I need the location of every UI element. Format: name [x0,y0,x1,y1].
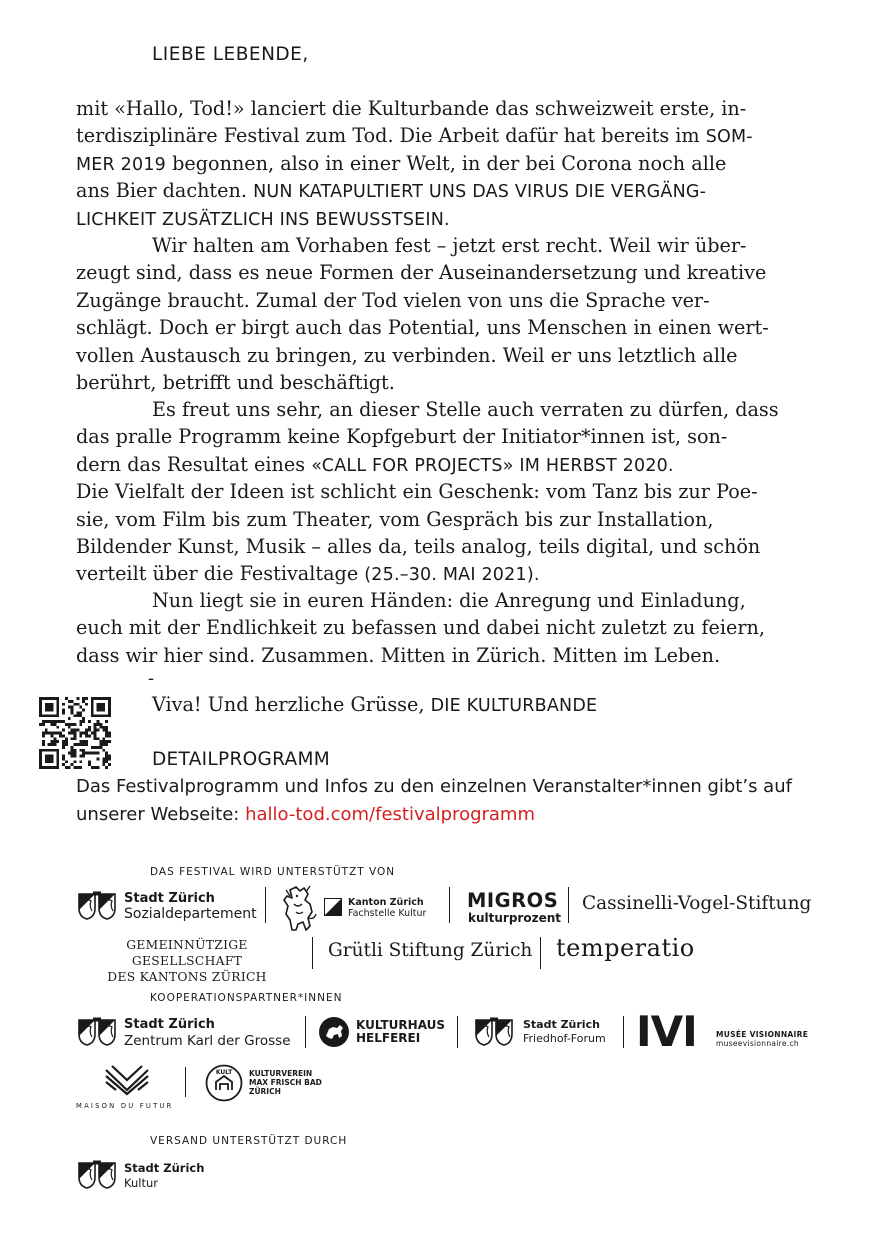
detail-text [76,773,816,829]
letter-text: verteilt über die Festivaltage [76,562,365,586]
letter-text: Es freut uns sehr, an dieser Stelle auch verraten zu dürfen, dass [152,398,779,421]
ivi-logo: IVI [636,1007,697,1056]
letter-line [76,396,806,423]
logo-friedhof-forum [473,1017,623,1051]
signoff [152,693,597,716]
letter-line [76,451,806,478]
kulturhaus-label: KULTURHAUS [356,1018,446,1032]
kanton-zuerich-flag-icon [324,898,342,916]
letter-line [76,478,806,505]
separator-dash: - [148,668,155,689]
zurich-crest-icon [76,891,118,921]
kulturverein-text [249,1069,322,1096]
ggkz-line: DES KANTONS ZÜRICH [107,970,267,984]
kulturhaus-helferei-icon [318,1016,350,1048]
logo-migros-kulturprozent [460,889,560,925]
letter-line [76,259,806,286]
logo-kulturverein-max-frisch-bad [205,1064,325,1104]
divider [312,937,313,969]
detail-line: Das Festivalprogramm und Infos zu den einzelnen Veranstalter*innen gibt’s auf [76,776,792,797]
maison-du-futur-icon [104,1064,150,1096]
emphasis-text: MER 2019 [76,154,167,175]
divider [540,937,541,969]
letter-line [76,122,806,149]
letter-line [76,150,806,177]
divider [449,887,450,923]
letter-text: begonnen, also in einer Welt, in der bei Corona noch alle [166,151,727,175]
fachstelle-kultur-label: Fachstelle Kultur [348,908,427,919]
cassinelli-vogel-stiftung-logo: Cassinelli-Vogel-Stiftung [582,893,812,914]
stadt-zuerich-label: Stadt Zürich [523,1018,600,1031]
musee-url-label: museevisionnaire.ch [716,1039,799,1048]
sozialdepartement-label: Sozialdepartement [124,906,257,922]
detail-heading: DETAILPROGRAMM [152,749,331,770]
letter-text: Zugänge braucht. Zumal der Tod vielen von uns die Sprache ver- [76,288,710,312]
letter-text: mit «Hallo, Tod!» lanciert die Kulturbande das schweizweit erste, in- [76,97,747,120]
letter-line [76,342,806,369]
logo-kanton-zuerich [324,896,444,924]
letter-text: Wir halten am Vorhaben fest – jetzt erst recht. Weil wir über- [152,234,747,257]
letter-paragraph [76,232,806,396]
letter-line [76,587,806,614]
stadt-zuerich-label: Stadt Zürich [124,1161,205,1175]
letter-text: Die Vielfalt der Ideen ist schlicht ein Geschenk: vom Tanz bis zur Poe- [76,480,758,504]
divider [457,1016,458,1048]
friedhof-forum-label: Friedhof-Forum [523,1032,606,1045]
signoff-signature: DIE KULTURBANDE [430,696,598,716]
letter-text: sie, vom Film bis zum Theater, vom Gespräch bis zur Installation, [76,507,714,531]
zurich-crest-icon [76,1017,118,1047]
letter-line [76,177,806,204]
gruetli-stiftung-logo: Grütli Stiftung Zürich [328,940,533,961]
helferei-label: HELFEREI [356,1031,421,1045]
letter-line [76,423,806,450]
signoff-text: Viva! Und herzliche Grüsse, [152,693,431,716]
letter-text: euch mit der Endlichkeit zu befassen und dabei nicht zuletzt zu feiern, [76,616,765,640]
letter-text: Nun liegt sie in euren Händen: die Anregung und Einladung, [152,589,746,612]
divider [568,887,569,923]
letter-line [76,560,806,587]
letter-line [76,642,806,669]
greeting: LIEBE LEBENDE, [152,44,309,65]
letter-line [76,95,806,122]
stadt-zuerich-label: Stadt Zürich [124,1017,215,1032]
letter-line [76,614,806,641]
zurich-crest-icon [473,1017,515,1047]
label-shipping: VERSAND UNTERSTÜTZT DURCH [150,1135,348,1147]
letter-line [76,533,806,560]
divider [185,1067,186,1097]
letter-line [76,287,806,314]
ggkz-line: GEMEINNÜTZIGE GESELLSCHAFT [126,938,248,968]
kanton-zuerich-label: Kanton Zürich [348,897,424,908]
kulturverein-line: KULTURVEREIN [249,1069,313,1078]
letter-paragraph [76,587,806,669]
divider [623,1016,624,1048]
emphasis-text: SOM- [705,127,753,148]
letter-paragraph [76,396,806,588]
letter-line [76,506,806,533]
letter-text: das pralle Programm keine Kopfgeburt der Initiator*innen ist, son- [76,425,728,449]
letter-text: berührt, betrifft und beschäftigt. [76,370,395,394]
letter-text: terdisziplinäre Festival zum Tod. Die Arbeit dafür hat bereits im [76,124,706,148]
letter-text: Bildender Kunst, Musik – alles da, teils analog, teils digital, und schön [76,534,761,558]
kult-text: KULT [215,1069,233,1076]
logo-stadt-zuerich-sozialdepartement [76,890,266,924]
letter-line [76,369,806,396]
logo-gemeinnuetzige-gesellschaft [76,937,298,985]
letter-text: dern das Resultat eines [76,452,312,476]
temperatio-logo: temperatio [556,934,695,962]
maison-du-futur-label: MAISON DU FUTUR [76,1102,174,1110]
divider [265,887,266,923]
letter-line [76,205,806,232]
divider [305,1016,306,1048]
detail-line-prefix: unserer Webseite: [76,804,246,825]
musee-label: MUSÉE VISIONNAIRE [716,1030,809,1039]
letter-line [76,314,806,341]
emphasis-text: LICHKEIT ZUSÄTZLICH INS BEWUSSTSEIN. [76,209,450,230]
emphasis-text: «CALL FOR PROJECTS» IM HERBST 2020. [311,455,674,476]
letter-text: dass wir hier sind. Zusammen. Mitten in Zürich. Mitten im Leben. [76,643,721,667]
festival-program-link[interactable]: hallo-tod.com/festivalprogramm [245,804,536,825]
logo-kulturhaus-helferei [318,1016,448,1050]
letter-text: zeugt sind, dass es neue Formen der Auseinandersetzung und kreative [76,261,767,285]
stadt-zuerich-label: Stadt Zürich [124,891,215,906]
logo-musee-visionnaire [716,1030,808,1048]
letter-line [76,232,806,259]
label-supported-by: DAS FESTIVAL WIRD UNTERSTÜTZT VON [150,866,396,878]
letter-text: schlägt. Doch er birgt auch das Potential, uns Menschen in einen wert- [76,316,769,340]
kulturprozent-label: kulturprozent [468,911,561,925]
qr-code-icon[interactable] [39,697,111,769]
kulturverein-line: MAX FRISCH BAD [249,1078,322,1087]
letter-paragraph [76,95,806,232]
emphasis-text: (25.–30. MAI 2021). [364,565,540,586]
label-partners: KOOPERATIONSPARTNER*INNEN [150,992,343,1004]
zentrum-karl-label: Zentrum Karl der Grosse [124,1033,291,1049]
kult-badge-icon [205,1064,243,1102]
letter-text: vollen Austausch zu bringen, zu verbinden. Weil er uns letztlich alle [76,343,738,367]
zurich-crest-icon [76,1160,118,1190]
logo-stadt-zuerich-kultur [76,1160,236,1194]
logo-maison-du-futur [76,1064,176,1112]
migros-label: MIGROS [467,889,559,912]
kultur-label: Kultur [124,1176,158,1190]
kulturverein-line: ZÜRICH [249,1087,281,1096]
emphasis-text: NUN KATAPULTIERT UNS DAS VIRUS DIE VERGÄNG- [253,182,707,203]
logo-zentrum-karl-der-grosse [76,1016,296,1050]
letter-text: ans Bier dachten. [76,179,254,203]
zurich-lion-icon [278,884,320,934]
